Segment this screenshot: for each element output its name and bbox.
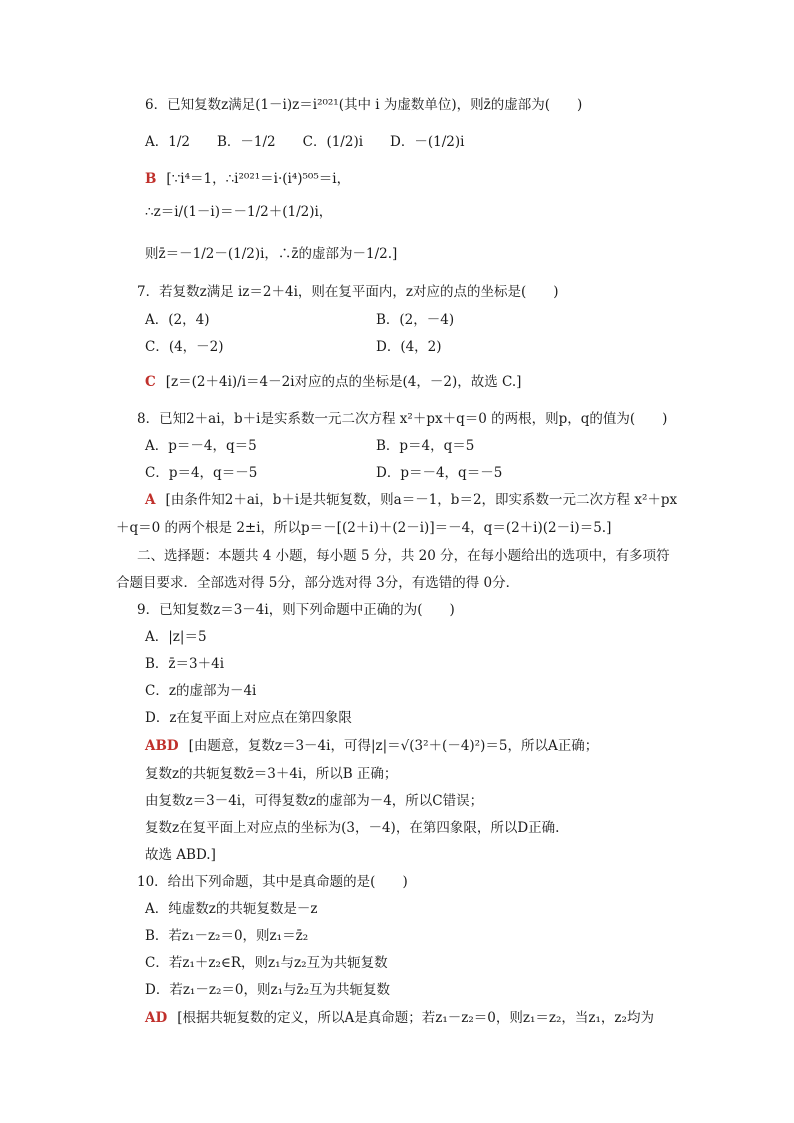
text-line <box>145 96 582 114</box>
line-text: ＋q＝0 的两个根是 2±i，所以p＝－[(2＋i)＋(2－i)]＝－4，q＝(2＋i)(2－i)＝5.] <box>116 520 612 536</box>
text-line <box>145 203 332 221</box>
line-text: ∴z＝i/(1－i)＝－1/2＋(1/2)i， <box>145 204 333 220</box>
answer-label: AD <box>145 1010 168 1026</box>
text-line <box>145 170 350 188</box>
text-line <box>145 491 677 509</box>
line-text: [由条件知2＋ai，b＋i是共轭复数，则a＝－1，b＝2，即实系数一元二次方程 x²＋px <box>165 492 678 508</box>
text-line <box>116 574 519 592</box>
answer-label: A <box>145 492 156 508</box>
answer-label: ABD <box>145 738 179 754</box>
line-text: C．z的虚部为－4i <box>145 683 257 699</box>
option-right: B．(2，－4) <box>376 312 455 328</box>
text-line <box>145 682 256 700</box>
line-text: D．z在复平面上对应点在第四象限 <box>145 710 352 726</box>
line-text: 9．已知复数z＝3－4i，则下列命题中正确的为( ) <box>137 602 455 618</box>
line-text: C．若z₁＋z₂∈R，则z₁与z₂互为共轭复数 <box>145 955 388 971</box>
text-line <box>145 981 390 999</box>
line-text: D．若z₁－z₂＝0，则z₁与z̄₂互为共轭复数 <box>145 982 391 998</box>
option-left: A．(2，4) <box>145 312 210 328</box>
text-line <box>145 245 397 263</box>
line-text: 复数z的共轭复数z̄＝3＋4i，所以B 正确； <box>145 766 398 782</box>
text-line <box>137 601 455 619</box>
line-text: [根据共轭复数的定义，所以A是真命题；若z₁－z₂＝0，则z₁＝z₂，当z₁，z₂均为 <box>177 1010 654 1026</box>
line-text: 故选 ABD.] <box>145 847 216 863</box>
line-text: B．若z₁－z₂＝0，则z₁＝z̄₂ <box>145 928 309 944</box>
line-text: A．纯虚数z的共轭复数是－z <box>145 901 318 917</box>
line-text: [∵i⁴＝1，∴i²⁰²¹＝i·(i⁴)⁵⁰⁵＝i， <box>166 171 351 187</box>
text-line <box>137 410 667 428</box>
text-line <box>145 737 598 755</box>
answer-label: C <box>145 374 156 390</box>
text-line <box>145 792 483 810</box>
option-left: A．p＝－4，q＝5 <box>145 438 257 454</box>
text-line <box>145 709 352 727</box>
text-line <box>137 873 408 891</box>
text-line <box>145 373 521 391</box>
text-line <box>145 954 388 972</box>
line-text: 复数z在复平面上对应点的坐标为(3，－4)，在第四象限，所以D正确. <box>145 820 560 836</box>
text-line <box>145 819 559 837</box>
line-text: [由题意，复数z＝3－4i，可得|z|＝√(3²＋(－4)²)＝5，所以A正确； <box>188 738 599 754</box>
option-right: B．p＝4，q＝5 <box>376 438 475 454</box>
text-line <box>145 133 464 151</box>
line-text: 二、选择题：本题共 4 小题，每小题 5 分，共 20 分，在每小题给出的选项中，有多项符 <box>137 548 670 564</box>
answer-label: B <box>145 171 157 187</box>
text-line <box>137 547 670 565</box>
text-line <box>145 765 397 783</box>
text-line <box>145 846 216 864</box>
text-line <box>145 628 207 646</box>
option-right: D．(4，2) <box>376 339 442 355</box>
line-text: A．|z|＝5 <box>145 629 207 645</box>
line-text: 由复数z＝3－4i，可得复数z的虚部为－4，所以C错误； <box>145 793 484 809</box>
text-line <box>145 927 308 945</box>
line-text: [z＝(2＋4i)/i＝4－2i对应的点的坐标是(4，－2)，故选 C.] <box>165 374 522 390</box>
line-text: B．z̄＝3＋4i <box>145 656 225 672</box>
line-text: 10．给出下列命题，其中是真命题的是( ) <box>137 874 408 890</box>
text-line <box>145 900 317 918</box>
text-line <box>137 283 559 301</box>
text-line <box>145 1009 654 1027</box>
line-text: 8．已知2＋ai，b＋i是实系数一元二次方程 x²＋px＋q＝0 的两根，则p，q的值为( ) <box>137 411 668 427</box>
line-text: 6．已知复数z满足(1－i)z＝i²⁰²¹(其中 i 为虚数单位)，则z̄的虚部为( ) <box>145 97 583 113</box>
line-text: 则z̄＝－1/2－(1/2)i，∴z̄的虚部为－1/2.] <box>145 246 398 262</box>
option-left: C．p＝4，q＝－5 <box>145 465 258 481</box>
option-left: C．(4，－2) <box>145 339 224 355</box>
text-line <box>145 655 224 673</box>
option-right: D．p＝－4，q＝－5 <box>376 465 503 481</box>
text-line <box>116 519 611 537</box>
line-text: A．1/2 B．－1/2 C．(1/2)i D．－(1/2)i <box>145 134 465 150</box>
line-text: 合题目要求．全部选对得 5分，部分选对得 3分，有选错的得 0分． <box>116 575 520 591</box>
line-text: 7．若复数z满足 iz＝2＋4i，则在复平面内，z对应的点的坐标是( ) <box>137 284 559 300</box>
